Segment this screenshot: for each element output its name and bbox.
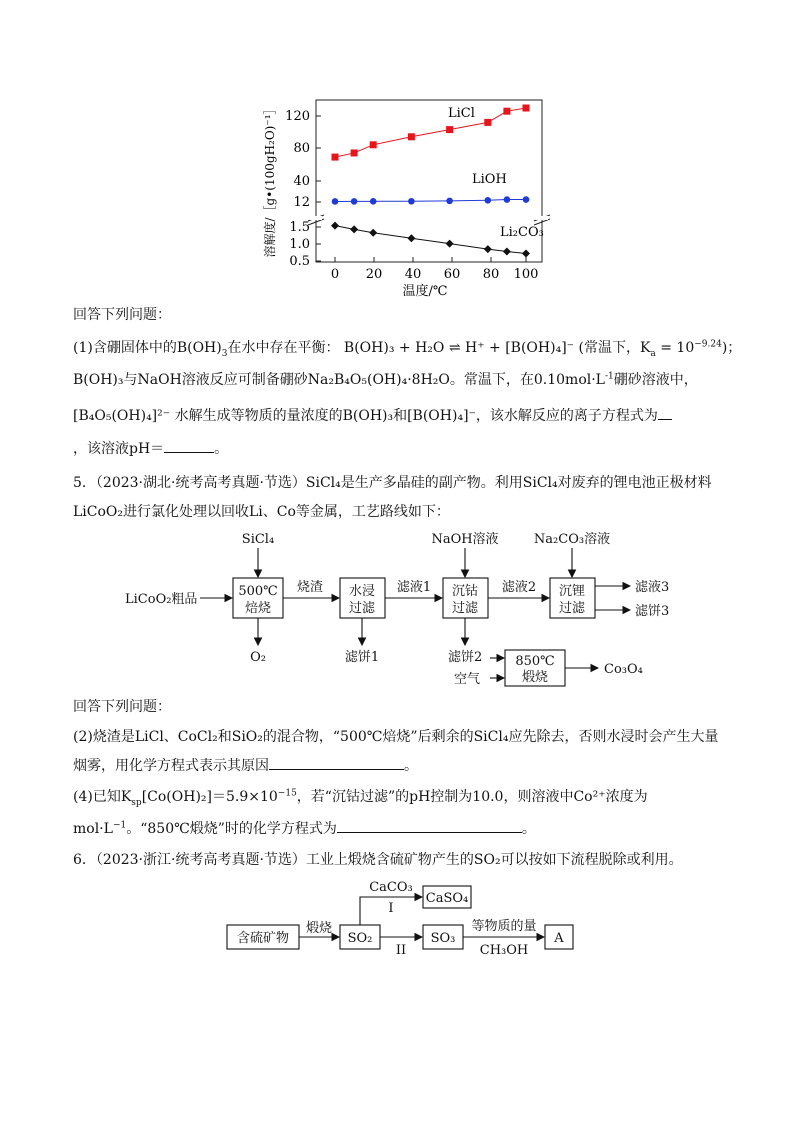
y-tick-label: 1.0 <box>289 237 310 252</box>
q5-q4-end: 。 <box>521 821 536 837</box>
y-tick-label: 1.5 <box>289 220 310 235</box>
q5-ksp-sub: sp <box>131 797 142 808</box>
legend-licl: LiCl <box>448 106 475 121</box>
q6-flowchart <box>225 872 585 962</box>
label-reagent-bottom: CH₃OH <box>479 943 529 958</box>
q6-intro <box>73 850 683 870</box>
label-filtrate2: 滤液2 <box>501 580 537 595</box>
q4-p1-a: (1)含硼固体中的B(OH) <box>73 340 222 356</box>
box1-top: 500℃ <box>238 584 278 599</box>
q4-prompt: 回答下列问题： <box>73 307 171 323</box>
x-tick-label: 80 <box>482 267 500 282</box>
label-slag: 烧渣 <box>296 580 324 595</box>
label-route2: II <box>395 943 407 958</box>
q4-eq-val: = 10 <box>660 340 695 356</box>
data-point <box>370 198 377 205</box>
x-tick-label: 40 <box>404 267 422 282</box>
data-point <box>446 240 454 248</box>
q4-p2-a: B(OH)₃与NaOH溶液反应可制备硼砂Na₂B₄O₅(OH)₄·8H₂O。常温下，在0.10mol·L <box>73 372 605 388</box>
data-point <box>485 197 492 204</box>
box2-bottom: 过滤 <box>348 601 376 616</box>
label-air: 空气 <box>454 672 481 687</box>
q5-flowchart <box>120 528 720 688</box>
q5-q2-line1: (2)烧渣是LiCl、CoCl₂和SiO₂的混合物，“500℃焙烧”后剩余的SiCl₄应先除去，否则水浸时会产生大量 <box>73 729 719 745</box>
q4-ka-sub: a <box>650 348 656 359</box>
label-product-a: A <box>554 931 564 946</box>
data-point <box>484 245 492 253</box>
data-point <box>484 119 491 126</box>
solubility-chart <box>250 95 550 300</box>
box5-top: 850℃ <box>515 654 555 669</box>
q4-p2-exp: -1 <box>604 371 614 382</box>
q5-q4-c: ，若“沉钴过滤”的pH控制为10.0，则溶液中Co²⁺浓度为 <box>296 789 648 805</box>
label-cake1: 滤饼1 <box>344 650 380 665</box>
label-filtrate3: 滤液3 <box>635 580 670 595</box>
q5-q4-e: 。“850℃煅烧”时的化学方程式为 <box>126 821 337 837</box>
q4-part1-line1: (1)含硼固体中的$B(OH)_3$在水中存在平衡： B(OH)₃ + H₂O ⇌ H⁺ + [B(OH)₄]⁻ (常温下，$K_a = 10^{-9.24}$)； <box>73 339 742 359</box>
label-cake3: 滤饼3 <box>635 604 670 619</box>
data-point <box>504 196 511 203</box>
q6-number: 6． <box>73 852 96 868</box>
y-tick-label: 0.5 <box>289 254 310 269</box>
q6-intro-text: 工业上煅烧含硫矿物产生的SO₂可以按如下流程脱除或利用。 <box>305 852 683 868</box>
box5-bottom: 煅烧 <box>521 670 549 685</box>
series-line <box>335 226 526 254</box>
data-point <box>332 154 339 161</box>
q4-p2-b: 硼砂溶液中， <box>613 372 698 388</box>
q5-intro-line1 <box>73 473 712 493</box>
label-caso4: CaSO₄ <box>425 891 469 906</box>
label-so3: SO₃ <box>430 931 456 946</box>
label-calcine: 煅烧 <box>305 921 333 936</box>
q4-part1-line2 <box>73 370 698 390</box>
q5-prompt: 回答下列问题： <box>73 699 171 715</box>
x-tick-label: 20 <box>365 267 383 282</box>
q5-q2-line2 <box>73 755 418 776</box>
box3-top: 沉钴 <box>451 584 479 599</box>
q5-intro-line2: LiCoO₂进行氯化处理以回收Li、Co等金属，工艺路线如下： <box>73 504 450 520</box>
label-ore: 含硫矿物 <box>236 931 290 946</box>
q5-intro-a: SiCl₄是生产多晶硅的副产物。利用SiCl₄对废弃的锂电池正极材料 <box>305 475 712 491</box>
data-point <box>370 141 377 148</box>
data-point <box>503 108 510 115</box>
series-line <box>335 108 526 157</box>
series-line <box>335 200 526 202</box>
data-point <box>523 196 530 203</box>
data-point <box>522 250 530 258</box>
x-tick-label: 60 <box>443 267 461 282</box>
q6-source: （2023·浙江·统考高考真题·节选） <box>95 852 306 868</box>
data-point <box>523 105 530 112</box>
legend-lioh: LiOH <box>472 172 507 187</box>
y-tick-label: 40 <box>293 174 310 189</box>
data-point <box>331 222 339 230</box>
q4-p4-b: 。 <box>214 441 229 457</box>
answer-blank[interactable] <box>269 755 404 770</box>
label-cake2: 滤饼2 <box>448 650 483 665</box>
data-point <box>351 198 358 205</box>
box4-top: 沉锂 <box>558 584 586 599</box>
data-point <box>369 229 377 237</box>
q5-number: 5． <box>73 475 96 491</box>
q4-eq-end: )； <box>721 340 742 356</box>
q4-part1-line4 <box>73 438 228 459</box>
label-caco3: CaCO₃ <box>369 880 413 895</box>
x-tick-label: 100 <box>513 267 539 282</box>
label-route1: I <box>388 901 394 916</box>
legend-li2co3: Li₂CO₃ <box>500 225 544 240</box>
box1-bottom: 焙烧 <box>244 601 272 616</box>
q5-q2-b: 烟雾，用化学方程式表示其原因 <box>73 758 269 774</box>
series-licl <box>332 105 530 161</box>
label-na2co3: Na₂CO₃溶液 <box>533 532 611 547</box>
box2-top: 水浸 <box>348 584 376 599</box>
q5-q4-line1 <box>73 787 648 807</box>
q5-q4-a: (4)已知K <box>73 789 132 805</box>
q4-p3: [B₄O₅(OH)₄]²⁻ 水解生成等物质的量浓度的B(OH)₃和[B(OH)₄]⁻，该水解反应的离子方程式为 <box>73 408 658 424</box>
q5-q4-line2 <box>73 818 536 839</box>
y-tick-label: 120 <box>285 109 310 124</box>
data-point <box>408 198 415 205</box>
q5-q4-exp: −15 <box>277 788 297 799</box>
answer-blank[interactable] <box>164 438 214 453</box>
y-tick-label: 80 <box>293 141 310 156</box>
q5-q4-d: mol·L <box>73 821 113 837</box>
q5-q2-end: 。 <box>404 758 418 774</box>
label-reagent-top: 等物质的量 <box>471 919 537 934</box>
series-lioh <box>332 196 530 205</box>
q5-q4-b: [Co(OH)₂]＝5.9×10 <box>141 789 278 805</box>
q4-part1-line3 <box>73 405 672 426</box>
x-tick-label: 0 <box>330 267 340 282</box>
q5-source: （2023·湖北·统考高考真题·节选） <box>95 475 306 491</box>
label-co3o4: Co₃O₄ <box>604 662 643 677</box>
x-axis-label: 温度/℃ <box>402 284 448 299</box>
box3-bottom: 过滤 <box>451 601 479 616</box>
q4-eq-exp: −9.24 <box>694 339 722 350</box>
answer-blank[interactable] <box>337 818 522 833</box>
data-point <box>446 198 453 205</box>
label-sicl4: SiCl₄ <box>241 532 275 547</box>
y-axis-label: 溶解度/［g•(100gH₂O)⁻¹］ <box>263 102 277 258</box>
data-point <box>503 247 511 255</box>
q4-equilibrium: B(OH)₃ + H₂O ⇌ H⁺ + [B(OH)₄]⁻ <box>343 340 575 356</box>
q5-q4-d-exp: −1 <box>112 820 127 831</box>
label-filtrate1: 滤液1 <box>396 580 432 595</box>
data-point <box>351 149 358 156</box>
q4-p4-a: ，该溶液pH＝ <box>73 441 165 457</box>
data-point <box>408 133 415 140</box>
q4-eq-note: (常温下，K <box>578 340 651 356</box>
answer-blank[interactable] <box>658 405 672 420</box>
label-so2: SO₂ <box>347 931 373 946</box>
label-o2: O₂ <box>250 650 266 665</box>
data-point <box>350 225 358 233</box>
data-point <box>446 126 453 133</box>
box4-bottom: 过滤 <box>558 601 586 616</box>
label-naoh: NaOH溶液 <box>431 532 499 547</box>
y-tick-label: 12 <box>293 195 310 210</box>
data-point <box>407 234 415 242</box>
data-point <box>332 198 339 205</box>
q4-p1-b: 在水中存在平衡： <box>227 340 340 356</box>
label-feed: LiCoO₂粗品 <box>125 592 198 607</box>
